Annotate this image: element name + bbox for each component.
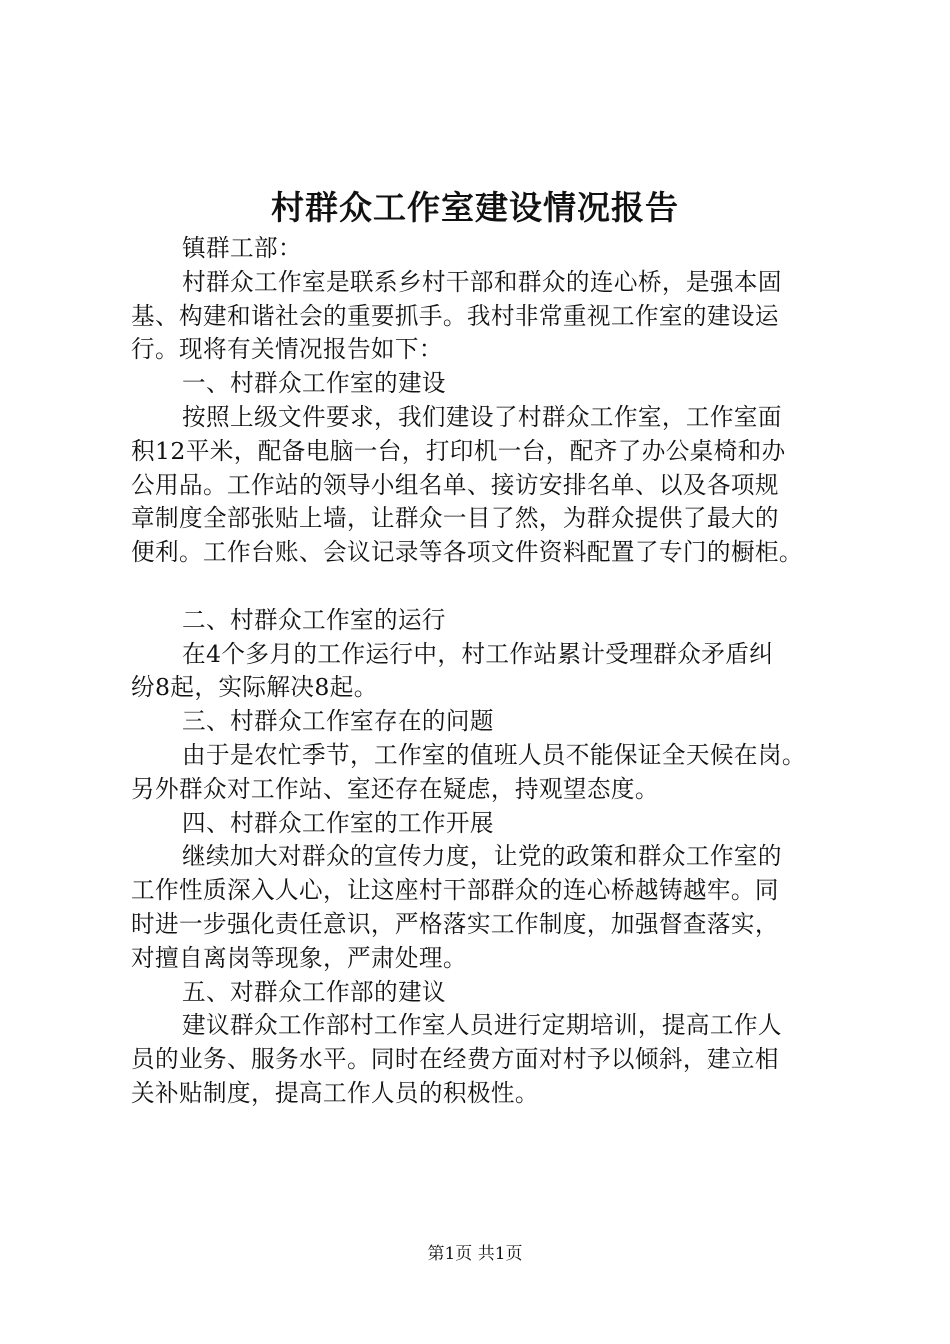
paragraph-line: 章制度全部张贴上墙，让群众一目了然，为群众提供了最大的 [131, 504, 779, 533]
paragraph-line: 对擅自离岗等现象，严肃处理。 [131, 943, 467, 972]
paragraph-line: 另外群众对工作站、室还存在疑虑，持观望态度。 [131, 774, 659, 803]
page-number-footer: 第1页 共1页 [427, 1244, 523, 1264]
paragraph-line: 工作性质深入人心，让这座村干部群众的连心桥越铸越牢。同 [131, 876, 779, 905]
paragraph-line: 按照上级文件要求，我们建设了村群众工作室，工作室面 [182, 402, 782, 431]
section-heading: 二、村群众工作室的运行 [182, 605, 446, 634]
paragraph-line: 关补贴制度，提高工作人员的积极性。 [131, 1078, 539, 1107]
paragraph-line: 由于是农忙季节，工作室的值班人员不能保证全天候在岗。 [182, 740, 806, 769]
paragraph-line: 建议群众工作部村工作室人员进行定期培训，提高工作人 [182, 1011, 782, 1040]
section-heading: 四、村群众工作室的工作开展 [182, 808, 494, 837]
blank-line [131, 570, 846, 604]
paragraph-line: 员的业务、服务水平。同时在经费方面对村予以倾斜，建立相 [131, 1045, 779, 1074]
paragraph-line: 村群众工作室是联系乡村干部和群众的连心桥，是强本固 [182, 267, 782, 296]
section-heading: 一、村群众工作室的建设 [182, 369, 446, 398]
salutation: 镇群工部： [182, 234, 302, 262]
paragraph-line: 在4个多月的工作运行中，村工作站累计受理群众矛盾纠 [182, 639, 774, 668]
document-body [131, 232, 846, 1111]
paragraph-line: 行。现将有关情况报告如下： [131, 335, 443, 364]
section-heading: 三、村群众工作室存在的问题 [182, 707, 494, 736]
paragraph-line: 积12平米，配备电脑一台，打印机一台，配齐了办公桌椅和办 [131, 436, 786, 465]
paragraph-line: 纷8起，实际解决8起。 [131, 673, 378, 702]
section-heading: 五、对群众工作部的建议 [182, 977, 446, 1006]
paragraph-line: 基、构建和谐社会的重要抓手。我村非常重视工作室的建设运 [131, 301, 779, 330]
paragraph-line: 公用品。工作站的领导小组名单、接访安排名单、以及各项规 [131, 470, 779, 499]
paragraph-line: 时进一步强化责任意识，严格落实工作制度，加强督查落实， [131, 909, 779, 938]
paragraph-line: 便利。工作台账、会议记录等各项文件资料配置了专门的橱柜。 [131, 538, 803, 567]
document-title: 村群众工作室建设情况报告 [271, 188, 679, 227]
paragraph-line: 继续加大对群众的宣传力度，让党的政策和群众工作室的 [182, 842, 782, 871]
